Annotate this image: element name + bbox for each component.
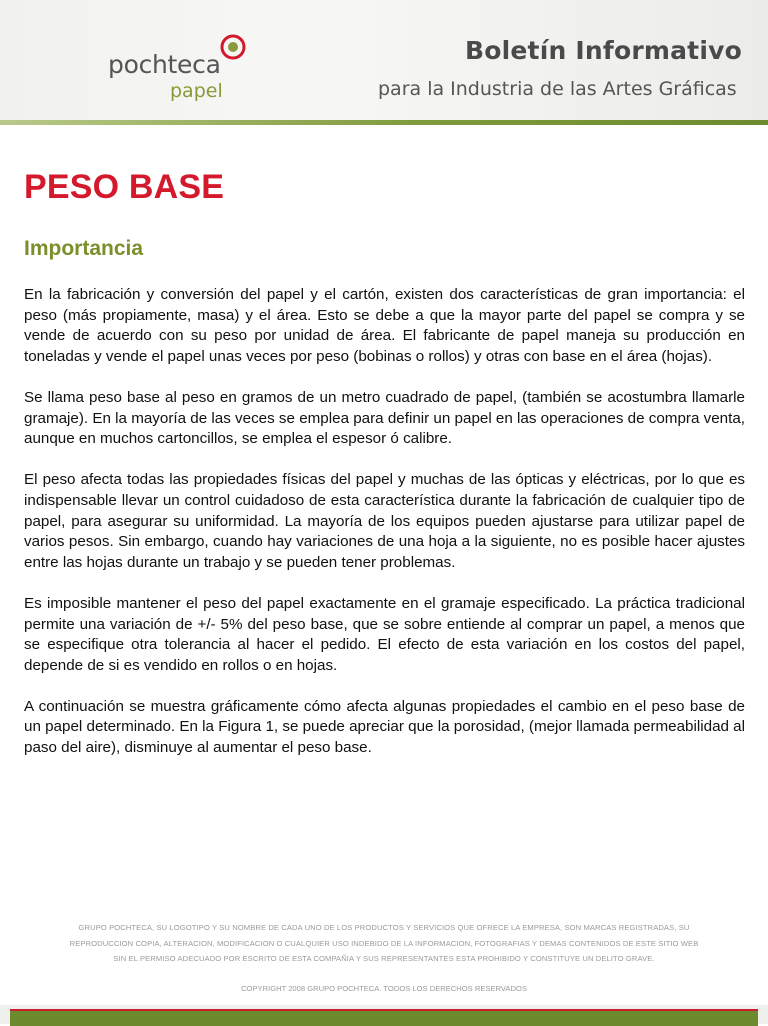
legal-line: SIN EL PERMISO ADECUADO POR ESCRITO DE ESTA COMPAÑIA Y SUS REPRESENTANTES ESTA PROHIBIDO Y CONSTITUYE UN DELITO GRAVE. bbox=[113, 954, 655, 963]
logo-name: pochteca bbox=[108, 50, 221, 79]
legal-line: REPRODUCCION COPIA, ALTERACION, MODIFICACION O CUALQUIER USO INDEBIDO DE LA INFORMACION, FOTOGRAFIAS Y DEMAS CONTENIDOS DE ESTE SITIO WEB bbox=[69, 938, 699, 948]
footer-copyright: COPYRIGHT 2008 GRUPO POCHTECA. TODOS LOS DERECHOS RESERVADOS bbox=[241, 984, 527, 993]
page-title: PESO BASE bbox=[24, 168, 225, 206]
footer-bar bbox=[10, 1009, 758, 1026]
bulletin-subtitle: para la Industria de las Artes Gráficas bbox=[378, 78, 737, 100]
legal-line: GRUPO POCHTECA, SU LOGOTIPO Y SU NOMBRE DE CADA UNO DE LOS PRODUCTOS Y SERVICIOS QUE OFRECE LA EMPRESA, SON MARCAS REGISTRADAS, SU bbox=[78, 923, 690, 932]
paragraph: En la fabricación y conversión del papel y el cartón, existen dos características de gran importancia: el peso (más propiamente, masa) y el área. Esto se debe a que la mayor parte del papel se compra y se vende de acuerdo con su peso por unidad de área. El fabricante de papel maneja su producción en toneladas y vende el papel unas veces por peso (bobinas o rollos) y otras con base en el área (hojas). bbox=[24, 286, 745, 365]
paragraph: Es imposible mantener el peso del papel exactamente en el gramaje especificado. La práctica tradicional permite una variación de +/- 5% del peso base, que se sobre entiende al comprar un papel, a menos que se especifique otra tolerancia al hacer el pedido. El efecto de esta variación en los costos del papel, depende de si es vendido en rollos o en hojas. bbox=[24, 594, 745, 674]
bulletin-title: Boletín Informativo bbox=[465, 36, 742, 65]
header-divider bbox=[0, 120, 768, 125]
article-body bbox=[24, 285, 745, 779]
paragraph: A continuación se muestra gráficamente cómo afecta algunas propiedades el cambio en el peso base de un papel determinado. En la Figura 1, se puede apreciar que la porosidad, (mejor llamada permeabilidad al paso del aire), disminuye al aumentar el peso base. bbox=[24, 697, 745, 757]
paragraph: Se llama peso base al peso en gramos de un metro cuadrado de papel, (también se acostumbra llamarle gramaje). En la mayoría de las veces se emplea para definir un papel en las operaciones de compra venta, aunque en muchos cartoncillos, se emplea el espesor ó calibre. bbox=[24, 388, 745, 448]
section-title: Importancia bbox=[24, 237, 144, 260]
paragraph: El peso afecta todas las propiedades físicas del papel y muchas de las ópticas y eléctricas, por lo que es indispensable llevar un control cuidadoso de esta característica durante la fabricación de cualquier tipo de papel, para asegurar su uniformidad. La mayoría de los equipos pueden ajustarse para utilizar papel de varios pesos. Sin embargo, cuando hay variaciones de una hoja a la siguiente, no es posible hacer ajustes entre las hojas durante un trabajo y se pueden tener problemas. bbox=[24, 471, 745, 571]
logo-sub: papel bbox=[170, 80, 223, 102]
footer-legal bbox=[10, 920, 758, 967]
target-dot-icon bbox=[220, 34, 246, 60]
